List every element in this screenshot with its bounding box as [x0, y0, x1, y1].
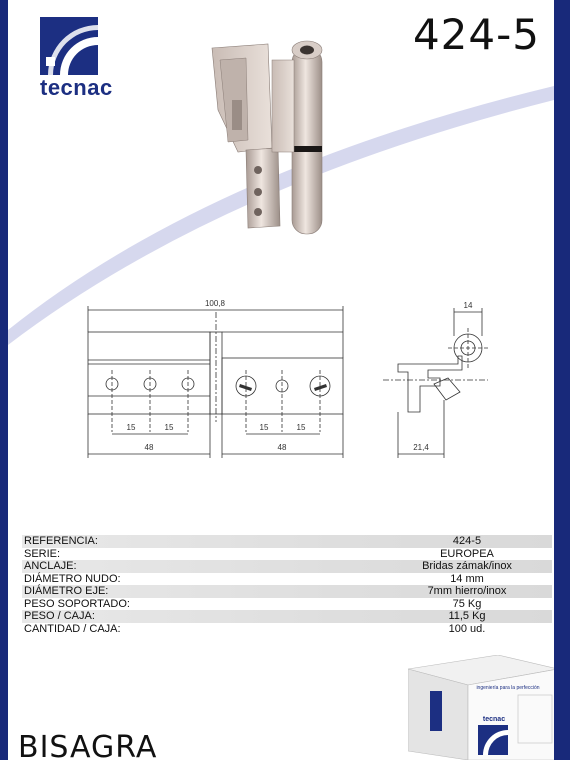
dim-half-right: 48: [277, 443, 287, 452]
spec-table: [22, 535, 552, 635]
dim-pitch-right-1: 15: [259, 423, 269, 432]
dim-knuckle-diameter: 14: [463, 301, 473, 310]
spec-label: SERIE:: [24, 547, 61, 560]
spec-value: 7mm hierro/inox: [427, 585, 507, 597]
spec-value: 11,5 Kg: [448, 610, 486, 622]
sheet-paper: [8, 0, 554, 760]
dim-side-offset: 21,4: [413, 443, 429, 452]
dim-half-left: 48: [144, 443, 154, 452]
spec-label: DIÁMETRO EJE:: [24, 585, 109, 597]
product-category-title: BISAGRA: [18, 730, 158, 760]
package-tagline: ingeniería para la perfección: [476, 685, 540, 691]
spec-row: [22, 560, 552, 573]
spec-row: [22, 598, 552, 611]
spec-value: 75 Kg: [452, 597, 482, 610]
spec-label: ANCLAJE:: [24, 560, 77, 572]
spec-label: PESO SOPORTADO:: [24, 597, 130, 610]
packaging-box-image: [408, 655, 554, 760]
spec-row: [22, 610, 552, 623]
spec-label: CANTIDAD / CAJA:: [24, 622, 121, 635]
spec-label: DIÁMETRO NUDO:: [24, 572, 121, 585]
spec-row: [22, 623, 552, 636]
spec-row: [22, 535, 552, 548]
spec-row: [22, 585, 552, 598]
spec-row: [22, 573, 552, 586]
dim-pitch-right-2: 15: [296, 423, 306, 432]
logo-mark-icon: [40, 17, 100, 77]
technical-drawing: [68, 292, 518, 462]
spec-value: 424-5: [452, 535, 482, 547]
dim-pitch-left-1: 15: [126, 423, 136, 432]
spec-value: 14 mm: [450, 572, 484, 585]
spec-value: EUROPEA: [440, 547, 494, 560]
spec-value: Bridas zámak/inox: [422, 560, 512, 572]
spec-row: [22, 548, 552, 561]
spec-label: PESO / CAJA:: [24, 610, 95, 622]
dim-pitch-left-2: 15: [164, 423, 174, 432]
hinge-product-image: [198, 30, 338, 240]
brand-name: tecnac: [40, 75, 113, 100]
dim-total-length: 100,8: [204, 299, 226, 308]
product-code: 424-5: [412, 10, 540, 59]
spec-value: 100 ud.: [448, 622, 486, 635]
package-brand: tecnac: [482, 716, 506, 723]
spec-label: REFERENCIA:: [24, 535, 98, 547]
brand-logo: [40, 17, 112, 103]
